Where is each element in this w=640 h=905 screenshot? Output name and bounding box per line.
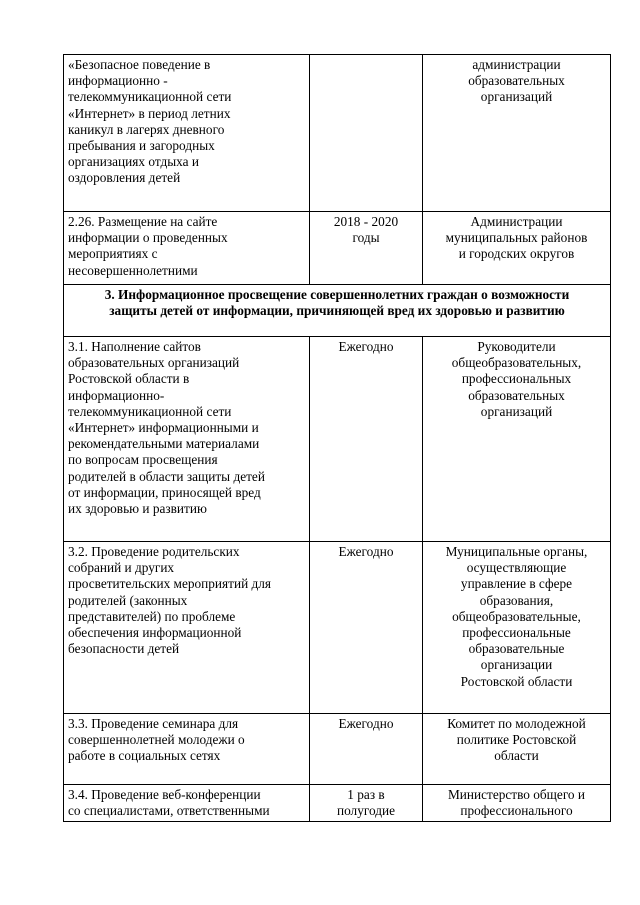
activity-cell: «Безопасное поведение в информационно - телекоммуникационной сети «Интернет» в период летних каникул в лагерях дневного пребывания и загородных организациях отдыха и оздоровления детей — [64, 55, 310, 212]
activity-cell: 3.4. Проведение веб-конференции со специалистами, ответственными — [64, 785, 310, 822]
section-row — [64, 285, 611, 337]
activity-cell: 3.2. Проведение родительских собраний и других просветительских мероприятий для родителей (законных представителей) по проблеме обеспечения информационной безопасности детей — [64, 542, 310, 714]
activity-cell: 2.26. Размещение на сайте информации о проведенных мероприятиях с несовершеннолетними — [64, 212, 310, 285]
table-row — [64, 785, 611, 822]
term-cell — [310, 55, 423, 212]
activity-cell: 3.3. Проведение семинара для совершеннолетней молодежи о работе в социальных сетях — [64, 714, 310, 785]
measures-table — [63, 54, 611, 822]
section-title: 3. Информационное просвещение совершеннолетних граждан о возможности защиты детей от информации, причиняющей вред их здоровью и развитию — [64, 285, 611, 337]
table-row — [64, 337, 611, 542]
term-cell: Ежегодно — [310, 714, 423, 785]
table-row — [64, 542, 611, 714]
responsible-cell: администрации образовательных организаций — [423, 55, 611, 212]
term-cell: 2018 - 2020 годы — [310, 212, 423, 285]
responsible-cell: Муниципальные органы, осуществляющие управление в сфере образования, общеобразовательные, профессиональные образовательные организации Ростовской области — [423, 542, 611, 714]
term-cell: Ежегодно — [310, 337, 423, 542]
term-cell: 1 раз в полугодие — [310, 785, 423, 822]
table-row — [64, 55, 611, 212]
table-row — [64, 714, 611, 785]
responsible-cell: Администрации муниципальных районов и городских округов — [423, 212, 611, 285]
responsible-cell: Комитет по молодежной политике Ростовской области — [423, 714, 611, 785]
responsible-cell: Министерство общего и профессионального — [423, 785, 611, 822]
table-row — [64, 212, 611, 285]
responsible-cell: Руководители общеобразовательных, профессиональных образовательных организаций — [423, 337, 611, 542]
term-cell: Ежегодно — [310, 542, 423, 714]
activity-cell: 3.1. Наполнение сайтов образовательных организаций Ростовской области в информационно- телекоммуникационной сети «Интернет» информационными и рекомендательными материалами по вопросам просвещения родителей в области защиты детей от информации, приносящей вред их здоровью и развитию — [64, 337, 310, 542]
